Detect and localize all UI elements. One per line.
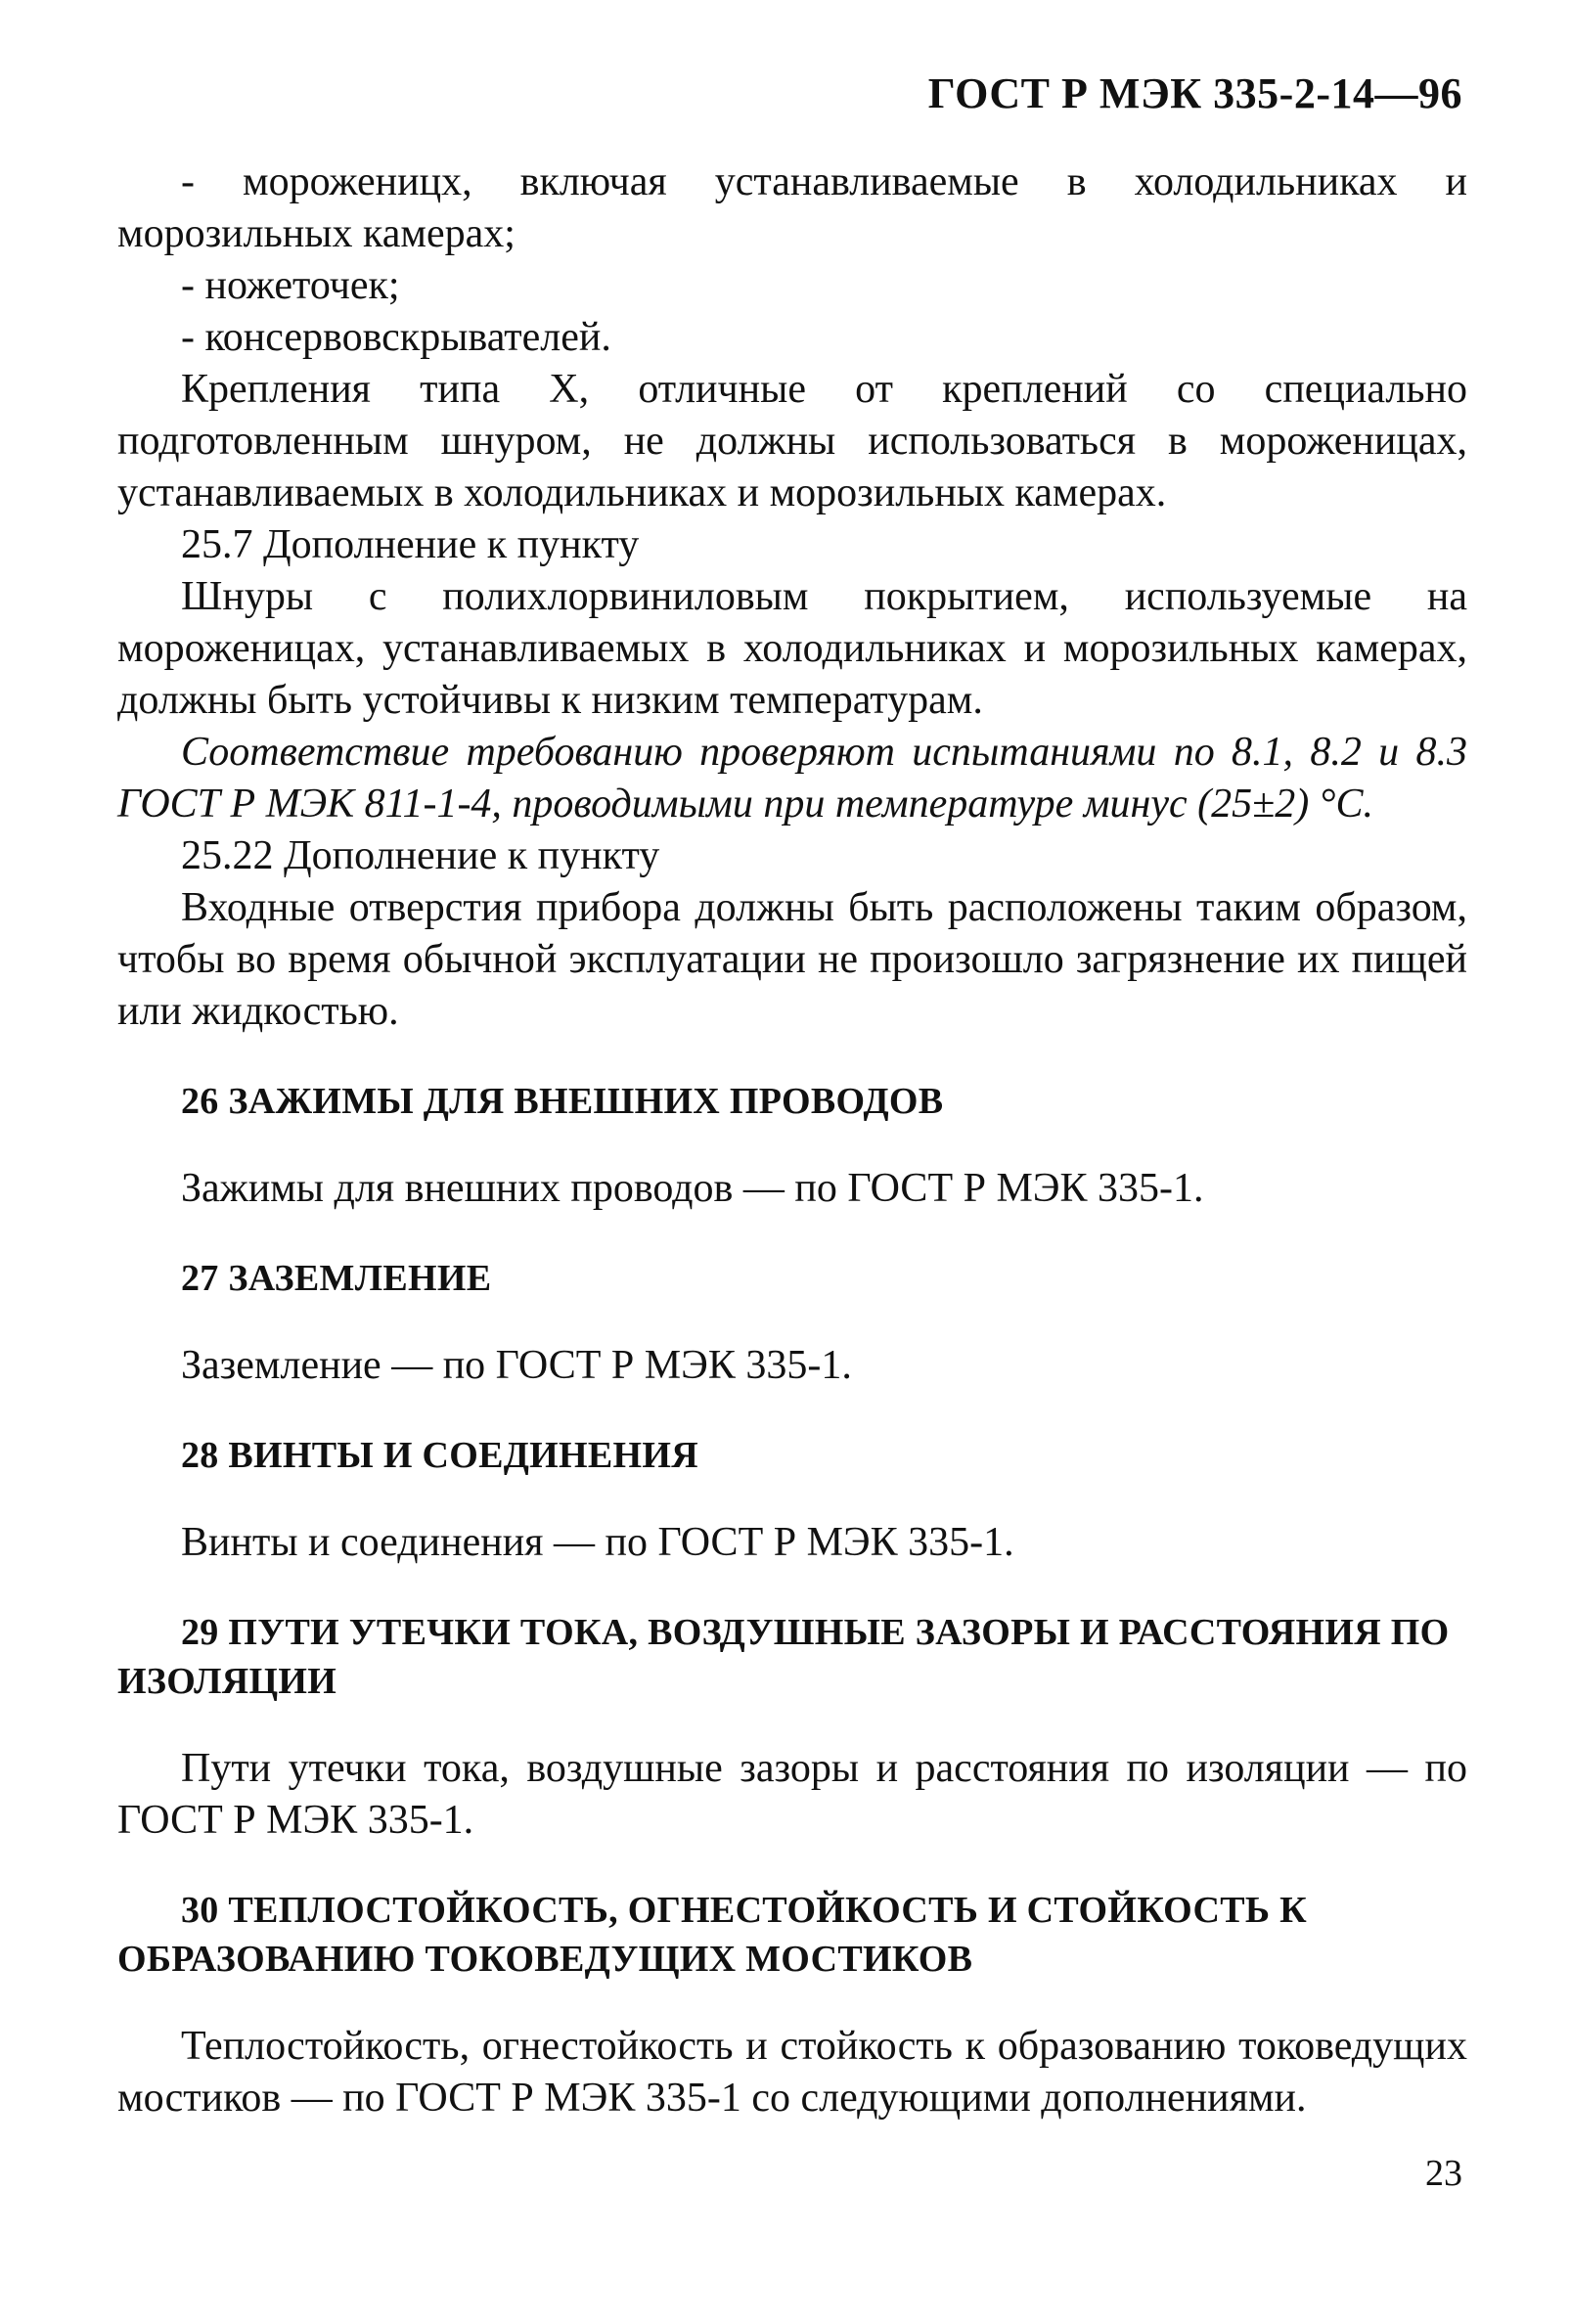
clause-25-7: 25.7 Дополнение к пункту — [181, 522, 640, 567]
paragraph-pvc-cords: Шнуры с полихлорвиниловым покрытием, используемые на мороженицах, устанавливаемых в холодильниках и морозильных камерах, должны быть устойчивы к низким температурам. — [117, 574, 1467, 723]
paragraph-26: Зажимы для внешних проводов — по ГОСТ Р МЭК 335-1. — [181, 1166, 1204, 1211]
document-code-header: ГОСТ Р МЭК 335-2-14—96 — [927, 69, 1462, 117]
section-heading-30: 30 ТЕПЛОСТОЙКОСТЬ, ОГНЕСТОЙКОСТЬ И СТОЙКОСТЬ К ОБРАЗОВАНИЮ ТОКОВЕДУЩИХ МОСТИКОВ — [117, 1890, 1307, 1980]
paragraph-30: Теплостойкость, огнестойкость и стойкость к образованию токоведущих мостиков — по ГОСТ Р МЭК 335-1 со следующими дополнениями. — [117, 2024, 1467, 2121]
paragraph-compliance: Соответствие требованию проверяют испытаниями по 8.1, 8.2 и 8.3 ГОСТ Р МЭК 811-1-4, проводимыми при температуре минус (25±2) °С. — [117, 730, 1467, 827]
list-item: - консервовскрывателей. — [181, 315, 611, 360]
list-item: - мороженицх, включая устанавливаемые в холодильниках и морозильных камерах; — [117, 159, 1467, 256]
paragraph-29: Пути утечки тока, воздушные зазоры и расстояния по изоляции — по ГОСТ Р МЭК 335-1. — [117, 1746, 1467, 1843]
paragraph-28: Винты и соединения — по ГОСТ Р МЭК 335-1. — [181, 1520, 1014, 1565]
section-heading-29: 29 ПУТИ УТЕЧКИ ТОКА, ВОЗДУШНЫЕ ЗАЗОРЫ И РАССТОЯНИЯ ПО ИЗОЛЯЦИИ — [117, 1612, 1450, 1702]
paragraph-inlets: Входные отверстия прибора должны быть расположены таким образом, чтобы во время обычной эксплуатации не произошло загрязнение их пищей или жидкостью. — [117, 885, 1467, 1034]
paragraph-27: Заземление — по ГОСТ Р МЭК 335-1. — [181, 1343, 852, 1388]
document-body — [117, 156, 1467, 2124]
clause-25-22: 25.22 Дополнение к пункту — [181, 833, 660, 878]
section-heading-27: 27 ЗАЗЕМЛЕНИЕ — [181, 1258, 492, 1299]
section-heading-28: 28 ВИНТЫ И СОЕДИНЕНИЯ — [181, 1435, 698, 1476]
section-heading-26: 26 ЗАЖИМЫ ДЛЯ ВНЕШНИХ ПРОВОДОВ — [181, 1081, 944, 1122]
page-number: 23 — [1425, 2153, 1462, 2194]
list-item: - ножеточек; — [181, 263, 400, 308]
paragraph-x-fixings: Крепления типа X, отличные от креплений со специально подготовленным шнуром, не должны использоваться в мороженицах, устанавливаемых в холодильниках и морозильных камерах. — [117, 367, 1467, 515]
